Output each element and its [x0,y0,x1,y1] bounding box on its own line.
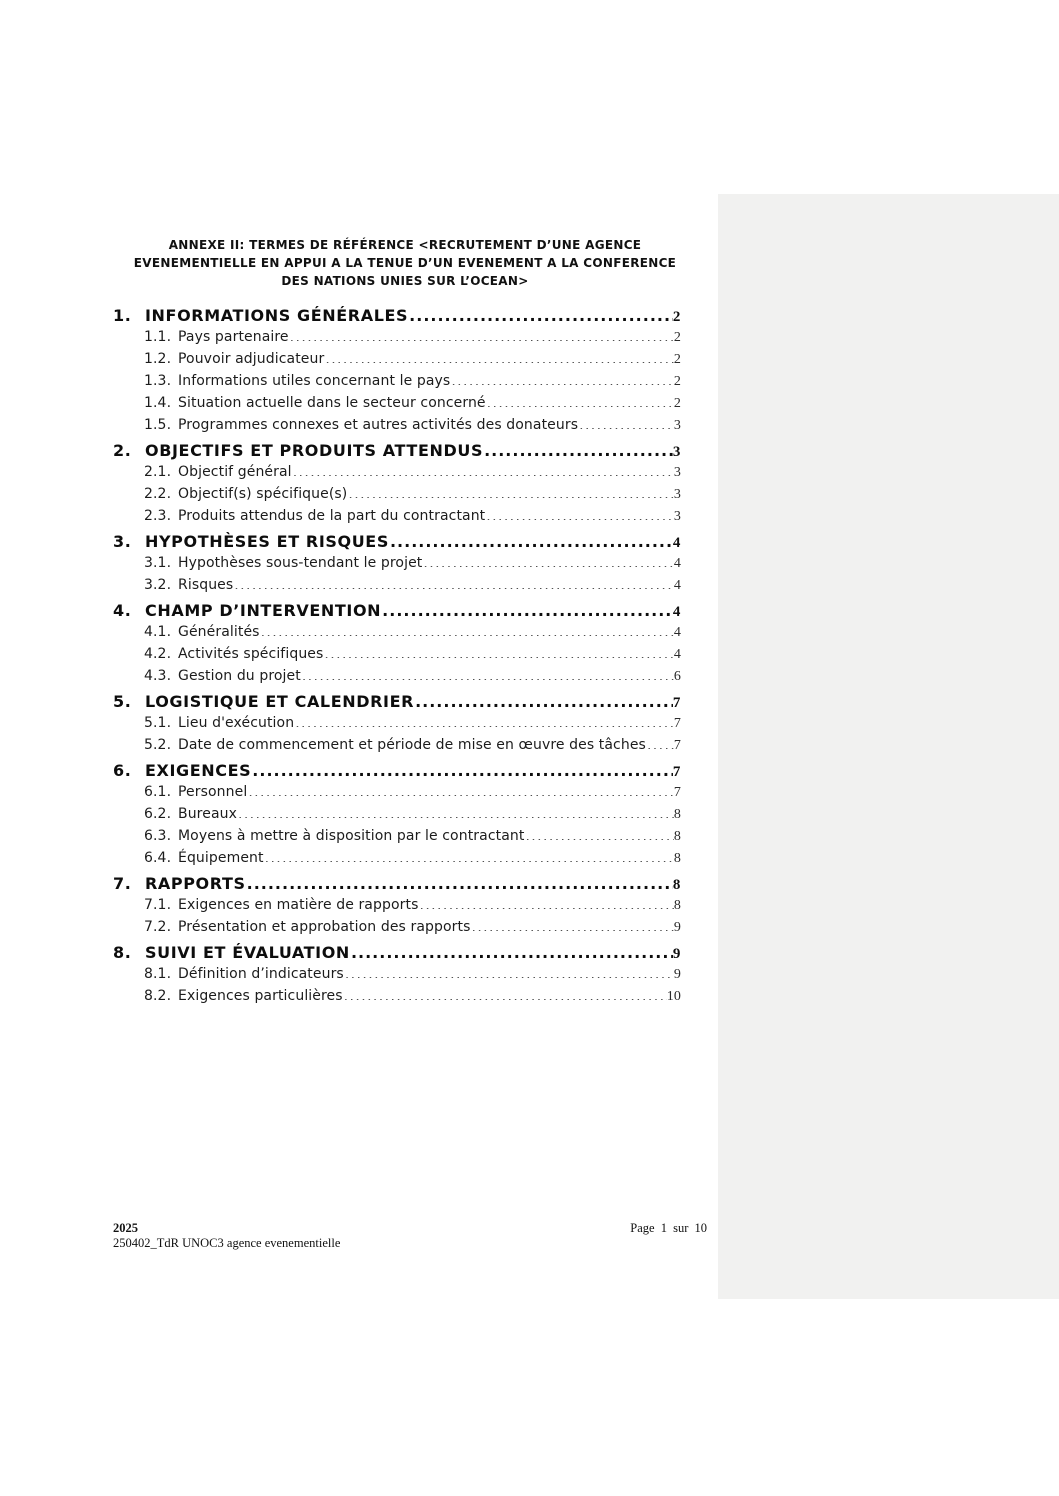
dot-leader [409,305,673,321]
toc-entry-number: 2.3. [144,508,172,524]
toc-entry-label: Objectif(s) spécifique(s) [178,486,348,502]
toc-entry[interactable] [113,505,681,527]
toc-entry-page: 4 [672,604,681,620]
dot-leader [238,804,674,818]
toc-entry-number: 8.2. [144,988,172,1004]
toc-entry-page: 2 [673,396,681,411]
toc-entry-label: Programmes connexes et autres activités des donateurs [178,417,579,433]
toc-entry-label: EXIGENCES [145,761,252,780]
toc-entry-page: 4 [673,647,681,662]
footer-document-name: 250402_TdR UNOC3 agence evenementielle [113,1236,341,1250]
dot-leader [348,484,674,498]
dot-leader [486,506,674,520]
toc-entry-label: HYPOTHÈSES ET RISQUES [145,532,389,551]
dot-leader [471,917,673,931]
dot-leader [290,327,674,341]
toc-entry-page: 2 [673,330,681,345]
toc-entry[interactable] [113,552,681,574]
toc-entry-number: 1.2. [144,351,172,367]
toc-entry[interactable] [113,574,681,596]
toc-entry-page: 8 [673,807,681,822]
toc-entry-page: 10 [666,989,681,1004]
dot-leader [302,666,674,680]
toc-entry-label: Définition d’indicateurs [178,966,344,982]
dot-leader [252,760,673,776]
toc-entry[interactable] [113,760,681,781]
dot-leader [382,600,673,616]
toc-entry-label: Présentation et approbation des rapports [178,919,471,935]
toc-entry-label: Exigences en matière de rapports [178,897,419,913]
toc-entry[interactable] [113,483,681,505]
toc-entry-page: 4 [673,556,681,571]
toc-entry-page: 8 [672,877,681,893]
dot-leader [415,691,673,707]
toc-entry[interactable] [113,894,681,916]
dot-leader [345,964,674,978]
toc-entry-page: 9 [673,967,681,982]
toc-entry-page: 7 [672,695,681,711]
toc-entry[interactable] [113,326,681,348]
toc-entry[interactable] [113,348,681,370]
toc-entry-label: Bureaux [178,806,237,822]
toc-entry[interactable] [113,665,681,687]
toc-entry-page: 9 [672,946,681,962]
dot-leader [647,735,674,749]
dot-leader [419,895,673,909]
toc-entry-label: INFORMATIONS GÉNÉRALES [145,306,409,325]
toc-entry-label: LOGISTIQUE ET CALENDRIER [145,692,415,711]
toc-entry-label: Équipement [178,850,264,866]
document-title-line-3: DES NATIONS UNIES SUR L’OCEAN> [281,274,529,288]
toc-entry-label: Personnel [178,784,248,800]
toc-entry[interactable] [113,531,681,552]
toc-entry-label: Pays partenaire [178,329,289,345]
toc-entry-label: Situation actuelle dans le secteur concerné [178,395,486,411]
toc-entry-number: 5. [113,692,132,711]
toc-entry[interactable] [113,847,681,869]
side-pane-background [718,194,1059,1299]
toc-entry-number: 2.2. [144,486,172,502]
toc-entry[interactable] [113,370,681,392]
document-title [100,236,710,290]
dot-leader [525,826,673,840]
toc-entry-number: 8.1. [144,966,172,982]
toc-entry-number: 4.3. [144,668,172,684]
toc-entry[interactable] [113,414,681,436]
toc-entry-number: 6.2. [144,806,172,822]
footer-page-indicator: Page 1 sur 10 [630,1221,707,1235]
toc-entry-number: 2.1. [144,464,172,480]
dot-leader [451,371,674,385]
toc-entry[interactable] [113,825,681,847]
toc-entry-page: 2 [672,309,681,325]
toc-entry-label: Produits attendus de la part du contractant [178,508,486,524]
toc-entry-label: RAPPORTS [145,874,246,893]
toc-entry-number: 3.1. [144,555,172,571]
toc-entry-page: 9 [673,920,681,935]
toc-entry-number: 1.1. [144,329,172,345]
toc-entry-label: Activités spécifiques [178,646,324,662]
toc-entry-page: 3 [673,465,681,480]
toc-entry[interactable] [113,873,681,894]
dot-leader [579,415,674,429]
footer-left [113,1221,340,1251]
toc-entry[interactable] [113,305,681,326]
dot-leader [295,713,674,727]
toc-entry[interactable] [113,963,681,985]
toc-entry-label: CHAMP D’INTERVENTION [145,601,382,620]
toc-entry[interactable] [113,942,681,963]
toc-entry-label: Gestion du projet [178,668,301,684]
dot-leader [265,848,674,862]
dot-leader [423,553,674,567]
toc-entry-number: 5.1. [144,715,172,731]
toc-entry-page: 3 [673,418,681,433]
toc-entry[interactable] [113,916,681,938]
document-title-line-1: ANNEXE II: TERMES DE RÉFÉRENCE <RECRUTEMENT D’UNE AGENCE [168,238,642,252]
toc-entry-page: 8 [673,898,681,913]
toc-entry-label: Exigences particulières [178,988,343,1004]
document-title-line-2: EVENEMENTIELLE EN APPUI A LA TENUE D’UN EVENEMENT A LA CONFERENCE [133,256,677,270]
toc-entry-label: Lieu d'exécution [178,715,295,731]
dot-leader [325,349,674,363]
toc-entry-page: 4 [672,535,681,551]
toc-entry-label: Risques [178,577,234,593]
toc-entry-number: 4.2. [144,646,172,662]
toc-entry-number: 7. [113,874,132,893]
toc-entry[interactable] [113,600,681,621]
toc-entry-number: 3. [113,532,132,551]
toc-entry[interactable] [113,734,681,756]
toc-entry-label: Pouvoir adjudicateur [178,351,325,367]
toc-entry-page: 7 [673,738,681,753]
dot-leader [351,942,673,958]
toc-entry-page: 3 [673,487,681,502]
toc-entry-page: 2 [673,374,681,389]
toc-entry-page: 3 [673,509,681,524]
toc-entry-page: 3 [672,444,681,460]
table-of-contents [113,301,681,1007]
footer-year: 2025 [113,1221,138,1235]
toc-entry[interactable] [113,643,681,665]
toc-entry[interactable] [113,781,681,803]
toc-entry-page: 7 [673,785,681,800]
page-footer [113,1221,707,1251]
toc-entry-number: 3.2. [144,577,172,593]
toc-entry[interactable] [113,440,681,461]
toc-entry-number: 4.1. [144,624,172,640]
toc-entry-number: 1.4. [144,395,172,411]
toc-entry-number: 1. [113,306,132,325]
dot-leader [487,393,674,407]
toc-entry-number: 1.3. [144,373,172,389]
toc-entry-number: 6.4. [144,850,172,866]
dot-leader [248,782,674,796]
toc-entry[interactable] [113,712,681,734]
dot-leader [390,531,673,547]
toc-entry-page: 8 [673,829,681,844]
toc-entry[interactable] [113,461,681,483]
dot-leader [261,622,674,636]
toc-entry-label: Moyens à mettre à disposition par le contractant [178,828,525,844]
dot-leader [293,462,674,476]
toc-entry-label: Hypothèses sous-tendant le projet [178,555,423,571]
toc-entry-page: 4 [673,578,681,593]
dot-leader [484,440,673,456]
toc-entry-number: 6.3. [144,828,172,844]
dot-leader [324,644,673,658]
toc-entry-label: Informations utiles concernant le pays [178,373,451,389]
toc-entry[interactable] [113,392,681,414]
toc-entry-number: 5.2. [144,737,172,753]
toc-entry-label: OBJECTIFS ET PRODUITS ATTENDUS [145,441,484,460]
toc-entry-number: 6.1. [144,784,172,800]
toc-entry-number: 2. [113,441,132,460]
toc-entry-number: 8. [113,943,132,962]
toc-entry[interactable] [113,621,681,643]
dot-leader [234,575,674,589]
toc-entry-page: 7 [673,716,681,731]
toc-entry[interactable] [113,985,681,1007]
dot-leader [344,986,667,1000]
toc-entry[interactable] [113,691,681,712]
toc-entry-number: 7.2. [144,919,172,935]
toc-entry-label: Objectif général [178,464,292,480]
toc-entry-label: Généralités [178,624,260,640]
toc-entry-page: 4 [673,625,681,640]
toc-entry[interactable] [113,803,681,825]
toc-entry-page: 7 [672,764,681,780]
toc-entry-label: Date de commencement et période de mise en œuvre des tâches [178,737,646,753]
toc-entry-number: 6. [113,761,132,780]
toc-entry-label: SUIVI ET ÉVALUATION [145,943,350,962]
dot-leader [247,873,673,889]
toc-entry-number: 1.5. [144,417,172,433]
toc-entry-number: 4. [113,601,132,620]
toc-entry-page: 6 [673,669,681,684]
toc-entry-number: 7.1. [144,897,172,913]
toc-entry-page: 2 [673,352,681,367]
toc-entry-page: 8 [673,851,681,866]
